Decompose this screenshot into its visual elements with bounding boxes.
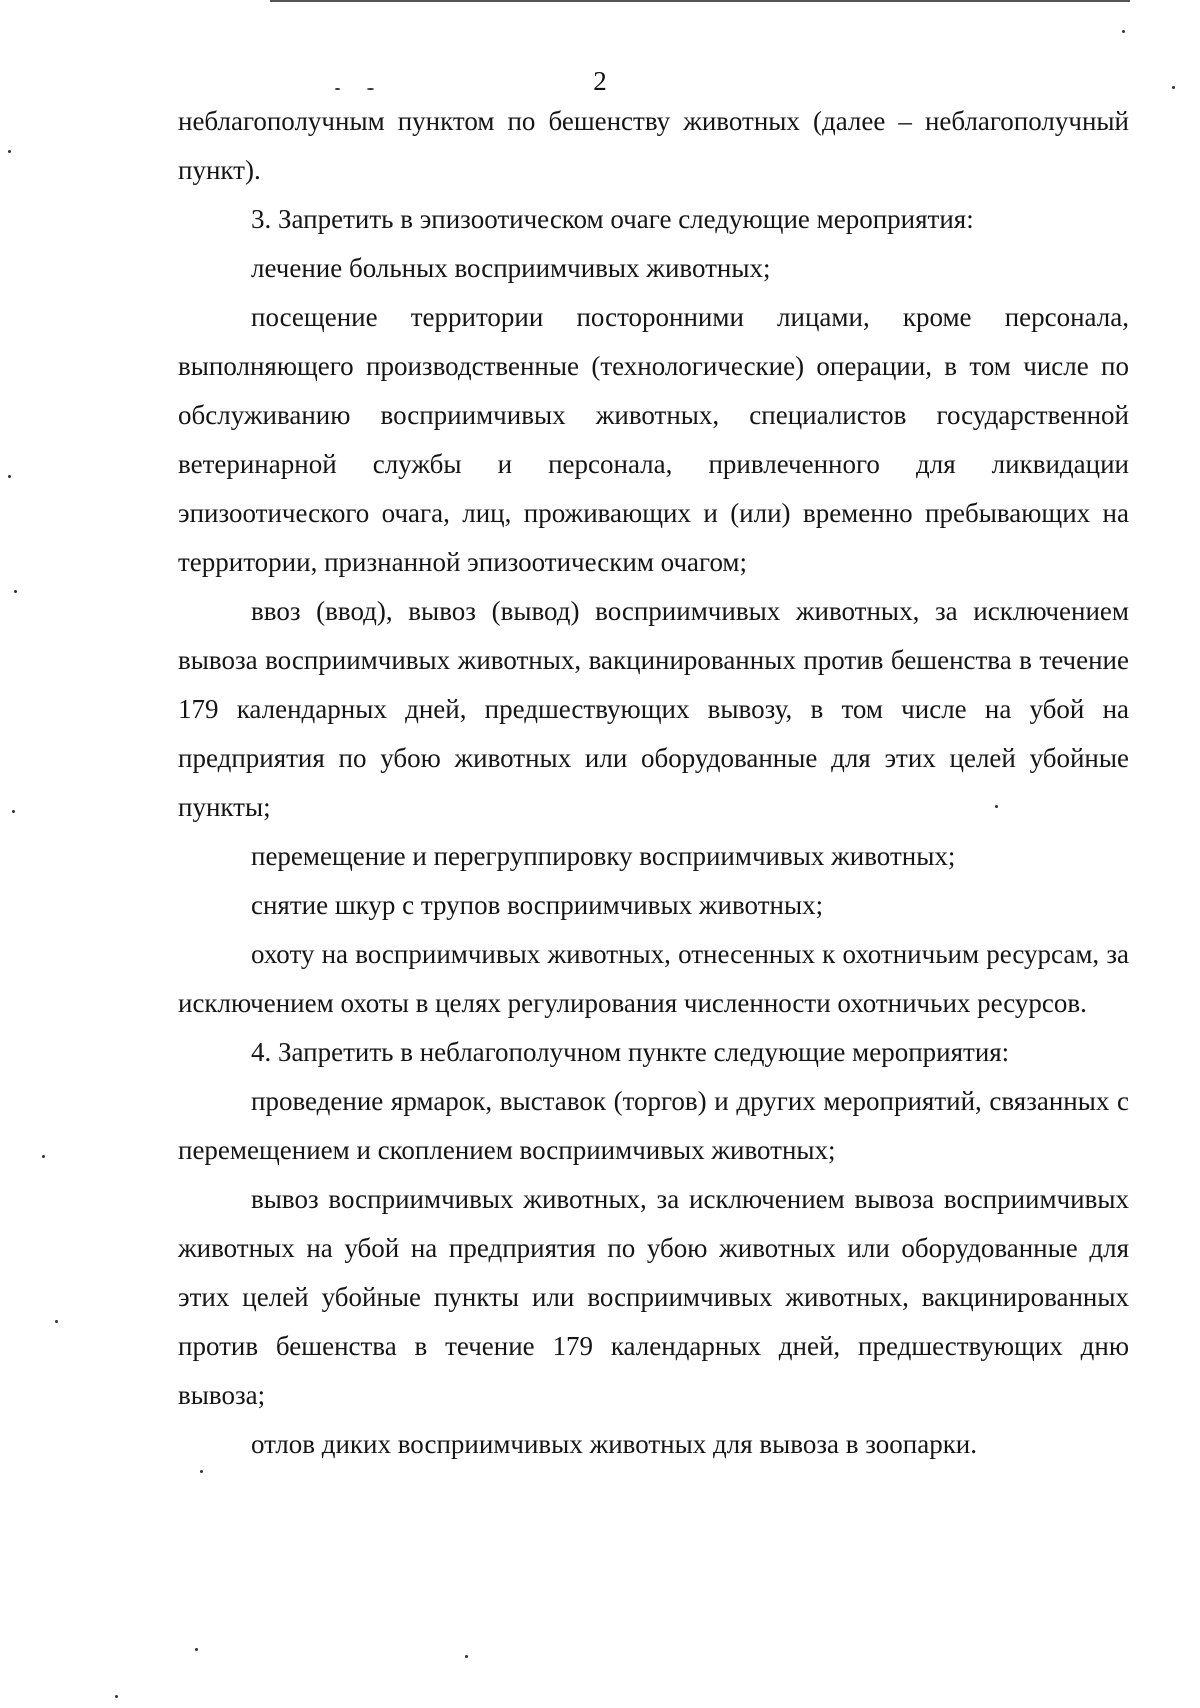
scan-border-line — [270, 0, 1130, 2]
scan-speck — [465, 1655, 468, 1658]
paragraph-hunting: охоту на восприимчивых животных, отнесенных к охотничьим ресурсам, за исключением охоты в целях регулирования численности охотничьих ресурсов. — [178, 939, 1129, 1018]
scan-speck — [1172, 86, 1175, 89]
paragraph-skinning: снятие шкур с трупов восприимчивых животных; — [251, 890, 824, 920]
paragraph-visiting: посещение территории посторонними лицами, кроме персонала, выполняющего производственные (технологические) операции, в том числе по обслуживанию восприимчивых животных, специалистов государственной ветеринарной службы и персонала, привлеченного для ликвидации эпизоотического очага, лиц, проживающих и (или) временно пребывающих на территории, признанной эпизоотическим очагом; — [178, 302, 1129, 577]
scan-speck — [14, 590, 17, 593]
scan-speck — [12, 810, 15, 813]
paragraph-import-export: ввоз (ввод), вывоз (вывод) восприимчивых животных, за исключением вывоза восприимчивых животных, вакцинированных против бешенства в течение 179 календарных дней, предшествующих вывозу, в том числе на убой на предприятия по убою животных или оборудованные для этих целей убойные пункты; — [178, 596, 1129, 822]
paragraph-export: вывоз восприимчивых животных, за исключением вывоза восприимчивых животных на убой на предприятия по убою животных или оборудованные для этих целей убойные пункты или восприимчивых животных, вакцинированных против бешенства в течение 179 календарных дней, предшествующих дню вывоза; — [178, 1184, 1129, 1410]
scan-speck — [55, 1320, 58, 1323]
scan-speck — [200, 1470, 203, 1473]
document-body — [178, 97, 1129, 1469]
paragraph-item-3-heading: 3. Запретить в эпизоотическом очаге следующие мероприятия: — [251, 204, 974, 234]
page-number: 2 — [593, 66, 607, 96]
paragraph-fairs: проведение ярмарок, выставок (торгов) и других мероприятий, связанных с перемещением и скоплением восприимчивых животных; — [178, 1086, 1129, 1165]
scan-speck — [195, 1648, 198, 1651]
scan-speck — [335, 88, 340, 90]
paragraph-continuation: неблагополучным пунктом по бешенству животных (далее – неблагополучный пункт). — [178, 106, 1129, 185]
paragraph-relocation: перемещение и перегруппировку восприимчивых животных; — [251, 841, 956, 871]
scan-speck — [1122, 30, 1125, 33]
scan-speck — [42, 1155, 45, 1158]
scan-speck — [367, 88, 374, 90]
scan-speck — [8, 475, 11, 478]
scan-speck — [115, 1695, 118, 1698]
paragraph-item-4-heading: 4. Запретить в неблагополучном пункте следующие мероприятия: — [251, 1037, 1010, 1067]
scan-speck — [995, 805, 998, 808]
paragraph-capture: отлов диких восприимчивых животных для вывоза в зоопарки. — [251, 1429, 978, 1459]
paragraph-treatment: лечение больных восприимчивых животных; — [251, 253, 771, 283]
scan-speck — [8, 150, 11, 153]
